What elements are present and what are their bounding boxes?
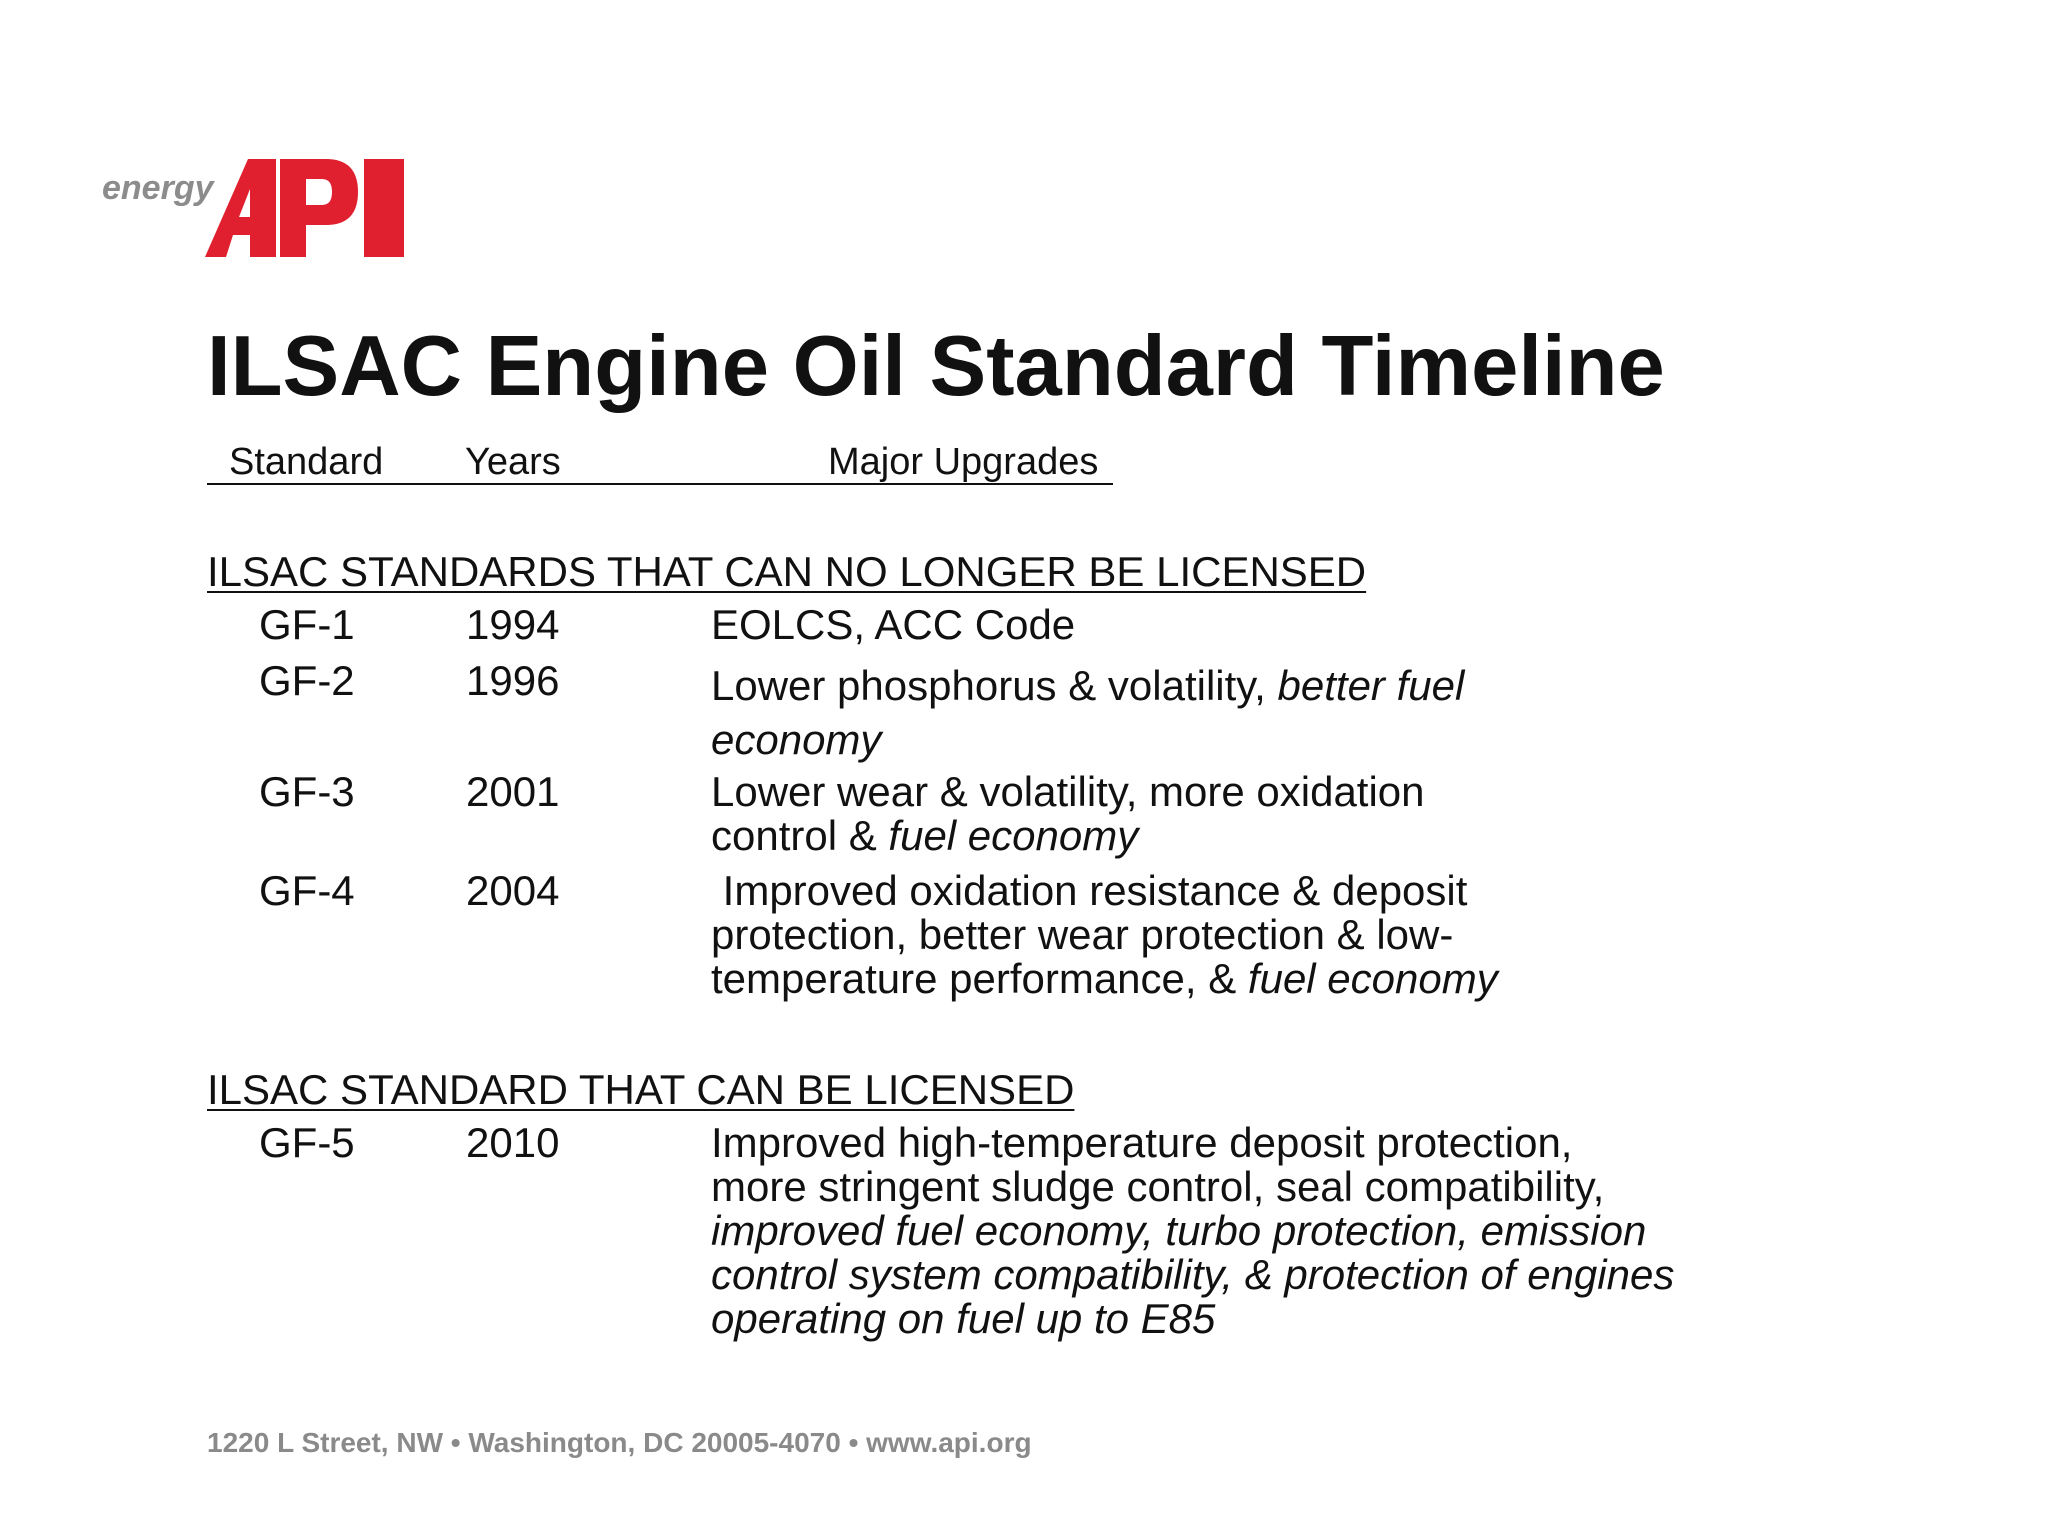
logo-word: energy — [102, 169, 214, 207]
upgrades-text: temperature performance, & — [711, 955, 1248, 1002]
api-logo — [100, 155, 410, 267]
standard-cell-gf1: GF-1 — [259, 601, 355, 648]
year-cell-gf4: 2004 — [466, 867, 560, 914]
upgrades-text: Improved oxidation resistance & deposit — [711, 867, 1468, 914]
column-header-upgrades: Major Upgrades — [828, 441, 1099, 483]
upgrades-text: Lower phosphorus & volatility, — [711, 662, 1278, 709]
standard-cell-gf3: GF-3 — [259, 768, 355, 815]
logo-letter-i-shape — [364, 159, 404, 257]
upgrades-cell-gf3 — [711, 770, 1425, 858]
upgrades-text: Improved high-temperature deposit protection, — [711, 1119, 1573, 1166]
upgrades-text: protection, better wear protection & low- — [711, 911, 1454, 958]
upgrades-cell-gf5 — [711, 1121, 1674, 1341]
standard-cell-gf4: GF-4 — [259, 867, 355, 914]
upgrades-line — [711, 814, 1425, 858]
upgrades-text-italic: fuel economy — [888, 812, 1139, 859]
upgrades-line — [711, 1209, 1674, 1253]
column-header-row — [207, 441, 1113, 485]
upgrades-line — [711, 659, 1464, 713]
year-cell-gf1: 1994 — [466, 601, 560, 648]
upgrades-cell-gf4 — [711, 869, 1498, 1001]
upgrades-text-italic: improved fuel economy, turbo protection, emission — [711, 1207, 1647, 1254]
upgrades-cell-gf1 — [711, 603, 1075, 647]
logo-letter-p-shape — [280, 159, 358, 257]
column-header-years: Years — [465, 441, 561, 483]
footer-address: 1220 L Street, NW • Washington, DC 20005-4070 • www.api.org — [207, 1427, 1032, 1458]
upgrades-text-italic: control system compatibility, & protection of engines — [711, 1251, 1675, 1298]
upgrades-line — [711, 1165, 1674, 1209]
standard-cell-gf2: GF-2 — [259, 657, 355, 704]
upgrades-text-italic: fuel economy — [1247, 955, 1498, 1002]
year-cell-gf2: 1996 — [466, 657, 560, 704]
page-title: ILSAC Engine Oil Standard Timeline — [207, 319, 1665, 414]
upgrades-cell-gf2 — [711, 659, 1464, 767]
upgrades-text: control & — [711, 812, 889, 859]
upgrades-line — [711, 913, 1498, 957]
upgrades-text-italic: operating on fuel up to E85 — [711, 1295, 1216, 1342]
column-header-standard: Standard — [229, 441, 384, 483]
year-cell-gf3: 2001 — [466, 768, 560, 815]
logo-letter-a-shape — [205, 159, 276, 257]
year-cell-gf5: 2010 — [466, 1119, 560, 1166]
upgrades-line — [711, 603, 1075, 647]
upgrades-text: more stringent sludge control, seal compatibility, — [711, 1163, 1605, 1210]
upgrades-text-italic: better fuel — [1277, 662, 1465, 709]
section-heading-licensable: ILSAC STANDARD THAT CAN BE LICENSED — [207, 1066, 1075, 1113]
upgrades-text: EOLCS, ACC Code — [711, 601, 1076, 648]
standard-cell-gf5: GF-5 — [259, 1119, 355, 1166]
section-heading-unlicensable: ILSAC STANDARDS THAT CAN NO LONGER BE LICENSED — [207, 548, 1367, 595]
upgrades-line — [711, 770, 1425, 814]
upgrades-line — [711, 1121, 1674, 1165]
upgrades-line — [711, 957, 1498, 1001]
upgrades-line — [711, 1297, 1674, 1341]
upgrades-line — [711, 1253, 1674, 1297]
upgrades-line — [711, 869, 1498, 913]
upgrades-text-italic: economy — [711, 716, 882, 763]
upgrades-line — [711, 713, 1464, 767]
upgrades-text: Lower wear & volatility, more oxidation — [711, 768, 1425, 815]
